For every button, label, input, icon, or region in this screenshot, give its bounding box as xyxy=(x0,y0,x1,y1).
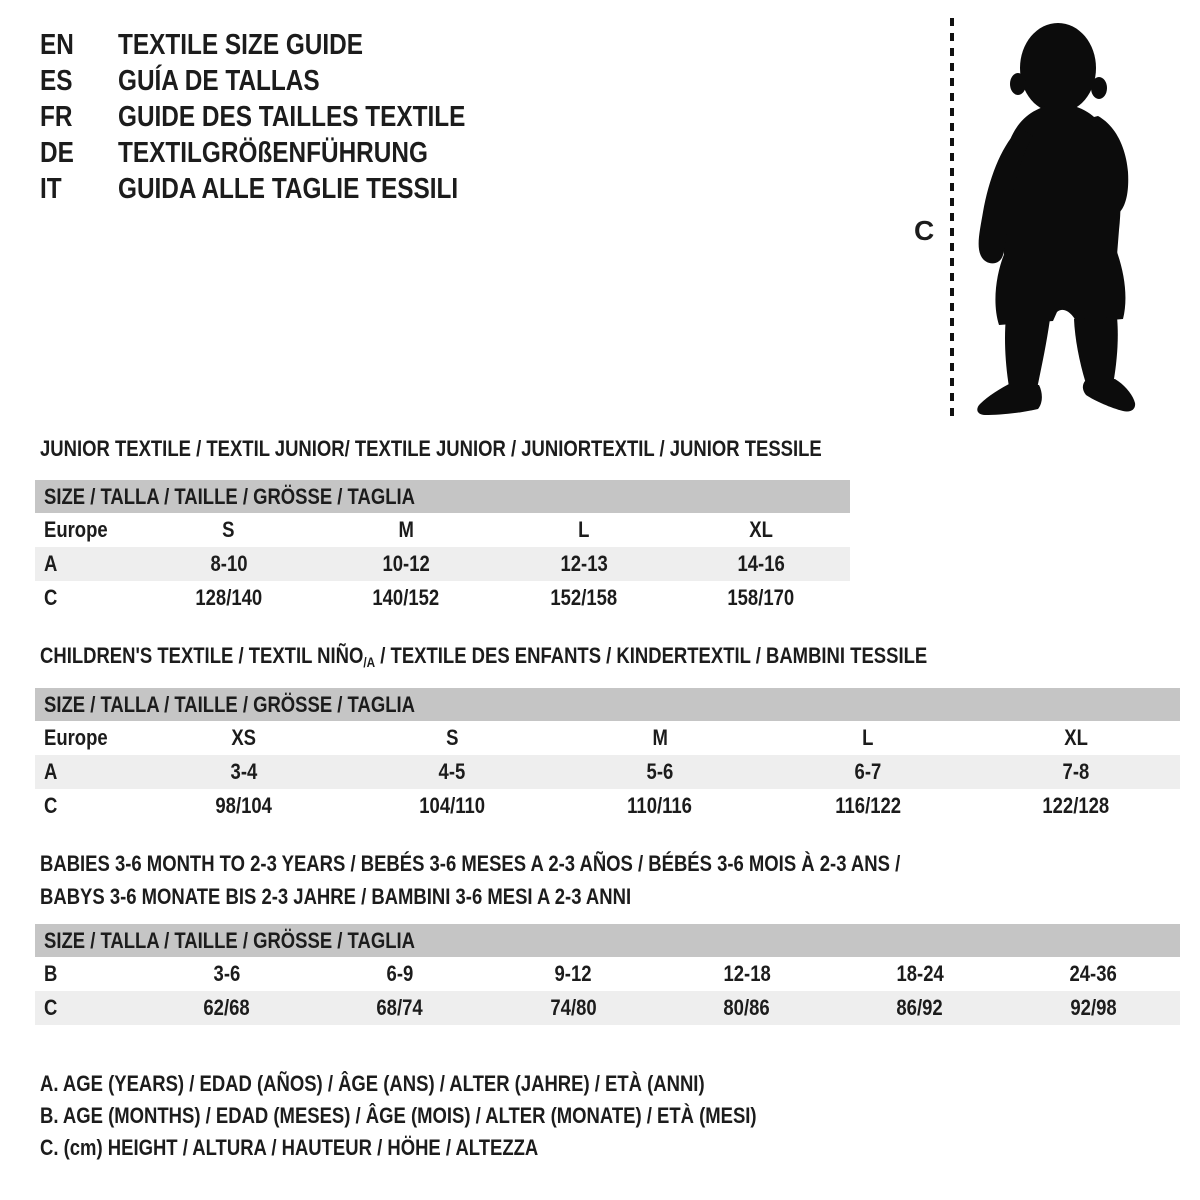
height-measure-label: C xyxy=(914,215,935,246)
age-cell xyxy=(140,961,313,987)
size-cell xyxy=(972,725,1180,751)
age-cell-text: 10-12 xyxy=(382,551,430,576)
silhouette-leg-right xyxy=(1074,317,1118,387)
size-header-text: SIZE / TALLA / TAILLE / GRÖSSE / TAGLIA xyxy=(44,691,415,717)
height-cell xyxy=(1007,995,1180,1021)
age-cell xyxy=(673,551,851,577)
language-code-text: IT xyxy=(40,172,62,205)
row-label xyxy=(35,517,140,543)
age-cell xyxy=(1007,961,1180,987)
row-label xyxy=(35,725,140,751)
size-cell xyxy=(556,725,764,751)
height-cell xyxy=(313,995,486,1021)
age-cell-text: 7-8 xyxy=(1062,759,1090,784)
age-cell-text: 12-18 xyxy=(723,961,771,986)
row-label xyxy=(35,995,140,1021)
language-code xyxy=(40,65,118,98)
title-part: CHILDREN'S TEXTILE / TEXTIL NIÑO xyxy=(40,643,364,668)
guide-title-it xyxy=(118,173,523,206)
table-row-height-cm xyxy=(35,991,1180,1025)
row-label xyxy=(35,793,140,819)
age-cell xyxy=(660,961,833,987)
row-label xyxy=(35,551,140,577)
age-cell xyxy=(140,759,348,785)
row-label-text: A xyxy=(44,551,58,576)
height-cell-text: 80/86 xyxy=(723,995,770,1020)
size-header-text: SIZE / TALLA / TAILLE / GRÖSSE / TAGLIA xyxy=(44,927,415,953)
size-cell xyxy=(764,725,972,751)
size-cell-text: M xyxy=(652,725,668,750)
baby-height-figure xyxy=(900,6,1150,426)
children-section-title-text xyxy=(40,643,927,669)
table-row-height-cm xyxy=(35,581,850,615)
height-cell-text: 62/68 xyxy=(203,995,250,1020)
table-row-europe xyxy=(35,721,1180,755)
junior-section-title-text: JUNIOR TEXTILE / TEXTIL JUNIOR/ TEXTILE JUNIOR / JUNIORTEXTIL / JUNIOR TESSILE xyxy=(40,436,822,461)
guide-title-text: GUIDE DES TAILLES TEXTILE xyxy=(118,100,466,133)
age-cell-text: 14-16 xyxy=(737,551,785,576)
silhouette-ear-right xyxy=(1091,77,1107,99)
size-cell-text: M xyxy=(398,517,414,542)
babies-size-table xyxy=(35,924,1180,1025)
title-part: / TEXTILE DES ENFANTS / KINDERTEXTIL / BAMBINI TESSILE xyxy=(375,643,928,668)
age-cell xyxy=(972,759,1180,785)
row-label xyxy=(35,961,140,987)
height-cell xyxy=(140,995,313,1021)
height-cell xyxy=(140,585,318,611)
age-cell-text: 9-12 xyxy=(554,961,592,986)
language-row-es xyxy=(40,63,532,99)
junior-section-title xyxy=(40,436,971,462)
language-row-it xyxy=(40,171,532,207)
height-cell xyxy=(348,793,556,819)
size-cell-text: L xyxy=(578,517,590,542)
row-label-text: C xyxy=(44,995,58,1020)
language-code-text: FR xyxy=(40,100,73,133)
toddler-silhouette xyxy=(977,23,1135,415)
language-row-en xyxy=(40,27,532,63)
height-cell-text: 98/104 xyxy=(215,793,273,818)
height-cell-text: 74/80 xyxy=(550,995,597,1020)
height-cell xyxy=(487,995,660,1021)
silhouette-shorts xyxy=(995,252,1125,325)
size-cell-text: S xyxy=(445,725,459,750)
legend-height-cm xyxy=(40,1135,633,1161)
language-code xyxy=(40,29,118,62)
silhouette-foot-right xyxy=(1083,379,1135,412)
language-code xyxy=(40,173,118,206)
age-cell-text: 12-13 xyxy=(560,551,608,576)
language-title-list xyxy=(40,27,532,207)
guide-title-text: TEXTILGRÖßENFÜHRUNG xyxy=(118,136,428,169)
row-label xyxy=(35,585,140,611)
height-cell-text: 110/116 xyxy=(627,793,693,818)
age-cell xyxy=(487,961,660,987)
size-cell xyxy=(318,517,496,543)
size-cell xyxy=(348,725,556,751)
height-cell-text: 140/152 xyxy=(372,585,440,610)
height-cell xyxy=(140,793,348,819)
size-cell-text: XL xyxy=(749,517,774,542)
height-cell-text: 68/74 xyxy=(376,995,424,1020)
row-label-text: B xyxy=(44,961,58,986)
guide-title-es xyxy=(118,65,358,98)
height-cell-text: 128/140 xyxy=(195,585,263,610)
height-cell-text: 104/110 xyxy=(419,793,485,818)
silhouette-foot-left xyxy=(977,383,1042,415)
height-cell xyxy=(833,995,1006,1021)
height-cell xyxy=(972,793,1180,819)
row-label-text: C xyxy=(44,793,58,818)
height-cell xyxy=(556,793,764,819)
junior-size-header-bar xyxy=(35,480,850,513)
guide-title-text: GUÍA DE TALLAS xyxy=(118,64,320,97)
legend-text: C. (cm) HEIGHT / ALTURA / HAUTEUR / HÖHE / ALTEZZA xyxy=(40,1135,539,1160)
age-cell-text: 4-5 xyxy=(438,759,466,784)
size-cell-text: L xyxy=(862,725,874,750)
table-row-age-months xyxy=(35,957,1180,991)
table-row-age-years xyxy=(35,547,850,581)
size-cell xyxy=(673,517,851,543)
table-row-height-cm xyxy=(35,789,1180,823)
age-cell-text: 5-6 xyxy=(646,759,674,784)
age-cell-text: 3-6 xyxy=(213,961,241,986)
size-cell-text: S xyxy=(222,517,235,542)
age-cell-text: 18-24 xyxy=(896,961,944,986)
age-cell xyxy=(313,961,486,987)
language-code-text: DE xyxy=(40,136,74,169)
age-cell-text: 24-36 xyxy=(1069,961,1117,986)
babies-section-title-text: BABIES 3-6 MONTH TO 2-3 YEARS / BEBÉS 3-6 MESES A 2-3 AÑOS / BÉBÉS 3-6 MOIS À 2-3 ANS / xyxy=(40,851,901,876)
height-cell-text: 152/158 xyxy=(550,585,618,610)
height-cell xyxy=(318,585,496,611)
row-label-text: C xyxy=(44,585,58,610)
language-row-de xyxy=(40,135,532,171)
legend-text: B. AGE (MONTHS) / EDAD (MESES) / ÂGE (MOIS) / ALTER (MONATE) / ETÀ (MESI) xyxy=(40,1103,757,1128)
age-cell xyxy=(318,551,496,577)
height-cell-text: 86/92 xyxy=(896,995,944,1020)
size-cell xyxy=(495,517,673,543)
height-cell xyxy=(495,585,673,611)
size-cell-text: XL xyxy=(1064,725,1088,750)
silhouette-ear-left xyxy=(1010,73,1026,95)
size-cell xyxy=(140,725,348,751)
silhouette-head xyxy=(1020,23,1096,113)
guide-title-fr xyxy=(118,101,532,134)
size-cell-text: XS xyxy=(231,725,257,750)
age-cell xyxy=(833,961,1006,987)
silhouette-leg-left xyxy=(1005,317,1050,389)
age-cell xyxy=(140,551,318,577)
height-cell xyxy=(764,793,972,819)
height-cell xyxy=(660,995,833,1021)
height-cell-text: 92/98 xyxy=(1070,995,1117,1020)
children-section-title xyxy=(40,643,1096,669)
language-code xyxy=(40,137,118,170)
row-label-text: Europe xyxy=(44,517,108,542)
height-cell xyxy=(673,585,851,611)
table-row-europe xyxy=(35,513,850,547)
age-cell-text: 6-7 xyxy=(854,759,882,784)
language-code-text: ES xyxy=(40,64,73,97)
babies-section-title-line1 xyxy=(40,851,1064,877)
size-header-text: SIZE / TALLA / TAILLE / GRÖSSE / TAGLIA xyxy=(44,483,415,509)
guide-title-text: GUIDA ALLE TAGLIE TESSILI xyxy=(118,172,459,205)
row-label xyxy=(35,759,140,785)
height-cell-text: 122/128 xyxy=(1042,793,1110,818)
age-cell xyxy=(764,759,972,785)
babies-size-header-bar xyxy=(35,924,1180,957)
language-code-text: EN xyxy=(40,28,74,61)
language-row-fr xyxy=(40,99,532,135)
row-label-text: A xyxy=(44,759,58,784)
legend-text: A. AGE (YEARS) / EDAD (AÑOS) / ÂGE (ANS) / ALTER (JAHRE) / ETÀ (ANNI) xyxy=(40,1071,705,1096)
age-cell xyxy=(348,759,556,785)
size-cell xyxy=(140,517,318,543)
junior-size-table xyxy=(35,480,850,615)
age-cell-text: 6-9 xyxy=(386,961,414,986)
guide-title-en xyxy=(118,29,410,62)
row-label-text: Europe xyxy=(44,725,108,750)
babies-section-title-text: BABYS 3-6 MONATE BIS 2-3 JAHRE / BAMBINI 3-6 MESI A 2-3 ANNI xyxy=(40,884,632,909)
age-cell xyxy=(556,759,764,785)
guide-title-text: TEXTILE SIZE GUIDE xyxy=(118,28,363,61)
legend-age-years xyxy=(40,1071,831,1097)
title-subscript: /A xyxy=(363,654,376,670)
babies-section-title-line2 xyxy=(40,884,744,910)
legend-age-months xyxy=(40,1103,893,1129)
children-size-table xyxy=(35,688,1180,823)
height-cell-text: 158/170 xyxy=(727,585,795,610)
children-size-header-bar xyxy=(35,688,1180,721)
age-cell xyxy=(495,551,673,577)
height-cell-text: 116/122 xyxy=(835,793,901,818)
age-cell-text: 3-4 xyxy=(230,759,258,784)
guide-title-de xyxy=(118,137,487,170)
table-row-age-years xyxy=(35,755,1180,789)
age-cell-text: 8-10 xyxy=(210,551,248,576)
language-code xyxy=(40,101,118,134)
